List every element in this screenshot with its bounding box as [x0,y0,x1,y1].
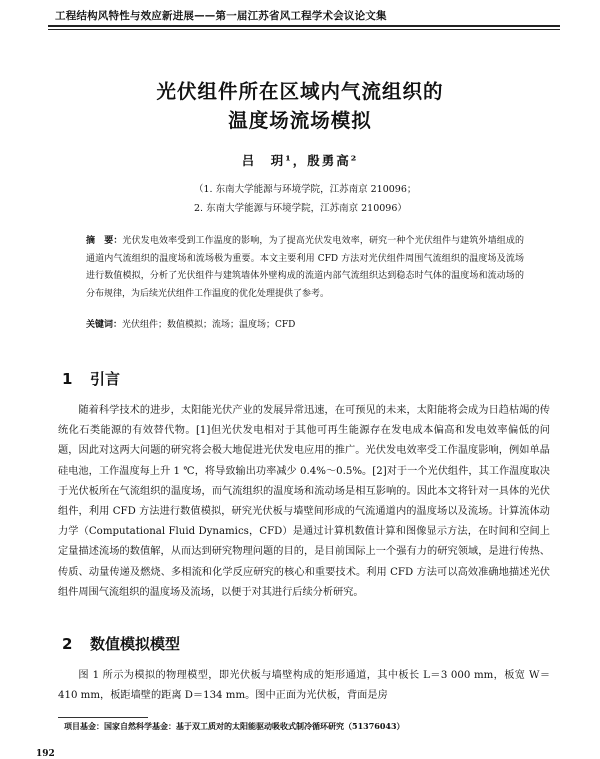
paper-title-line-1: 光伏组件所在区域内气流组织的 [156,80,444,103]
footnote-rule [58,717,148,718]
introduction-paragraph: 随着科学技术的进步，太阳能光伏产业的发展异常迅速，在可预见的未来，太阳能将会成为日趋枯竭的传统化石类能源的有效替代物。[1]但光伏发电相对于其他可再生能源存在发电成本偏高和发电效率偏低的问题，因此对这两大问题的研究将会极大地促进光伏发电应用的推广。光伏发电效率受工作温度影响，例如单晶硅电池，工作温度每上升 1 ℃，将导致输出功率减少 0.4%～0.5%。[2]对于一个光伏组件，其工作温度取决于光伏板所在气流组织的温度场，而气流组织的温度场和流动场是相互影响的。因此本文将针对一具体的光伏组件，利用 CFD 方法进行数值模拟，研究光伏板与墙壁间形成的气流通道内的温度场以及流场。计算流体动力学（Computational Fluid Dynamics，CFD）是通过计算机数值计算和图像显示方法，在时间和空间上定量描述流场的数值解，从而达到研究物理问题的目的，是目前国际上一个强有力的研究领域，是进行传热、传质、动量传递及燃烧、多相流和化学反应研究的核心和重要技术。利用 CFD 方法可以高效准确地描述光伏组件周围气流组织的温度场及流场，以便于对其进行后续分析研究。 [58,405,550,598]
affiliation-1: （1. 东南大学能源与环境学院，江苏南京 210096； [194,184,417,195]
section-heading-model [62,633,180,654]
section-heading-introduction [62,368,120,389]
section-number: 1 [62,370,73,388]
page-number: 192 [36,749,55,759]
abstract-text: 光伏发电效率受到工作温度的影响，为了提高光伏发电效率，研究一种个光伏组件与建筑外墙组成的通道内气流组织的温度场和流场极为重要。本文主要利用 CFD 方法对光伏组件周围气流组织的温度场及流场进行数值模拟，分析了光伏组件与建筑墙体外壁构成的流道内部气流组织达到稳态时气体的温度场和流动场的分布规律，为后续光伏组件工作温度的优化处理提供了参考。 [86,236,524,299]
section-title: 引言 [90,370,121,388]
authors: 吕 玥¹，殷勇高² [241,153,359,168]
keywords [86,318,524,332]
affiliation-2: 2. 东南大学能源与环境学院，江苏南京 210096） [194,203,407,214]
section-number: 2 [62,635,73,653]
running-header: 工程结构风特性与效应新进展——第一届江苏省风工程学术会议论文集 [55,10,387,22]
keywords-text: 光伏组件；数值模拟；流场；温度场；CFD [122,320,296,330]
header-rule [48,25,560,30]
footnote-funding: 项目基金：国家自然科学基金：基于双工质对的太阳能驱动吸收式制冷循环研究（51376043） [64,721,405,731]
model-paragraph: 图 1 所示为模拟的物理模型，即光伏板与墙壁构成的矩形通道，其中板长 L＝3 000 mm，板宽 W＝410 mm，板距墙壁的距离 D＝134 mm。图中正面为光伏板，背面是房 [58,670,550,702]
abstract [86,233,524,303]
section-title: 数值模拟模型 [90,635,181,653]
keywords-label: 关键词： [86,320,123,330]
paper-title-line-2: 温度场流场模拟 [228,109,372,132]
abstract-label: 摘 要： [86,236,123,246]
